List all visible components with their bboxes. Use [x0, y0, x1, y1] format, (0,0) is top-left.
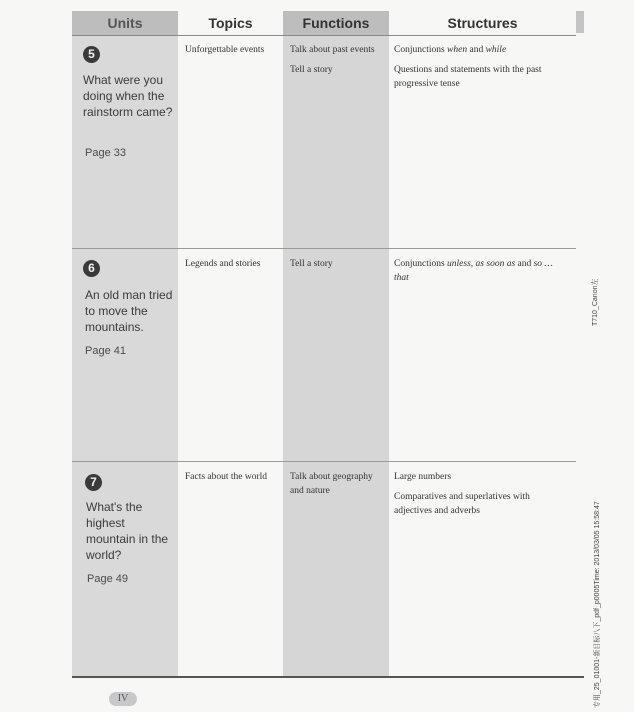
table-bottom-rule [72, 676, 584, 678]
structure-item: Comparatives and superlatives with adjectives and adverbs [394, 492, 530, 516]
function-item: Talk about geography and nature [290, 472, 373, 496]
unit-page-ref: Page 49 [87, 573, 128, 585]
structure-item: Questions and statements with the past progressive tense [394, 65, 542, 89]
unit-number-badge: 7 [85, 474, 102, 491]
unit-title: An old man tried to move the mountains. [85, 288, 173, 334]
header-divider [72, 35, 576, 36]
header-structures: Structures [447, 15, 518, 31]
side-label-upper: T710_Canon左 [592, 278, 599, 326]
edge-bar [576, 11, 584, 33]
unit-number-badge: 5 [83, 46, 100, 63]
header-units: Units [72, 11, 178, 35]
unit-functions [290, 470, 387, 504]
unit-title: What's the highest mountain in the world? [86, 500, 169, 562]
unit-topic: Unforgettable events [185, 45, 265, 55]
function-item: Tell a story [290, 65, 333, 75]
unit-structures [394, 257, 554, 291]
unit-topic: Facts about the world [185, 472, 268, 482]
functions-column-shade [283, 11, 389, 677]
unit-number-badge: 6 [83, 260, 100, 277]
row-divider [72, 461, 576, 462]
unit-functions [290, 257, 387, 277]
function-item: Talk about past events [290, 45, 375, 55]
unit-page-ref: Page 41 [85, 345, 126, 357]
structure-item: Large numbers [394, 472, 452, 482]
header-topics: Topics [208, 15, 253, 31]
row-divider [72, 248, 576, 249]
structure-item: Conjunctions when and while [394, 45, 507, 55]
unit-structures [394, 43, 554, 97]
page-number: IV [109, 692, 137, 706]
header-functions: Functions [283, 11, 389, 35]
side-label-lower: 专用_25_01001-新目标八下_pdf_p0005Time: 2013/03/05 15:58:47 [594, 501, 601, 708]
function-item: Tell a story [290, 259, 333, 269]
unit-structures [394, 470, 554, 524]
unit-topic: Legends and stories [185, 259, 261, 269]
structure-item: Conjunctions unless, as soon as and so … that [394, 259, 553, 283]
unit-title: What were you doing when the rainstorm came? [83, 73, 173, 119]
unit-functions [290, 43, 387, 83]
unit-page-ref: Page 33 [85, 147, 126, 159]
